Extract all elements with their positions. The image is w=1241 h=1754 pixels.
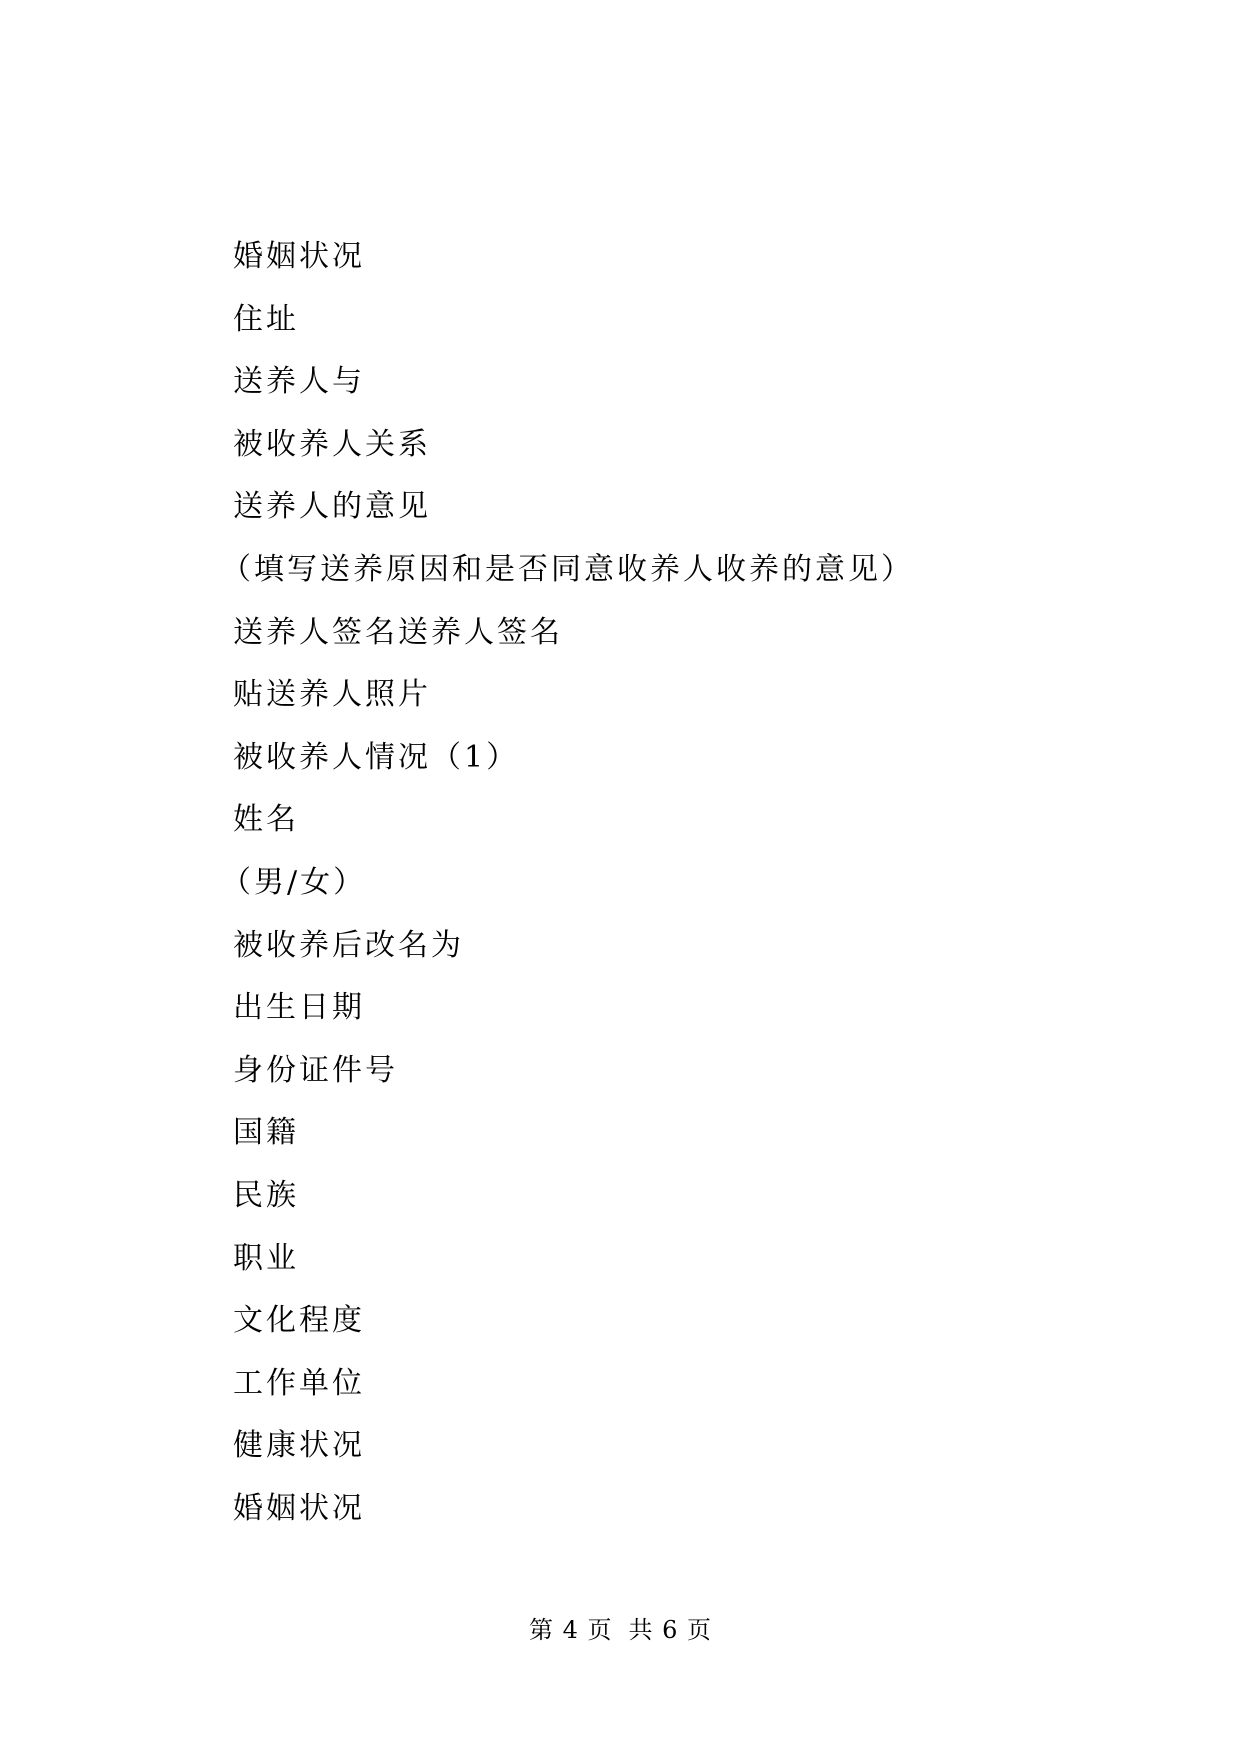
field-label-gender: （男/女） xyxy=(221,864,367,900)
field-label-workplace: 工作单位 xyxy=(233,1365,365,1401)
field-label-placer-signatures: 送养人签名送养人签名 xyxy=(233,614,563,650)
page-footer xyxy=(0,1610,1241,1650)
field-label-ethnicity: 民族 xyxy=(233,1177,299,1213)
field-label-birth-date: 出生日期 xyxy=(233,990,365,1026)
field-label-health: 健康状况 xyxy=(233,1428,365,1464)
field-label-address: 住址 xyxy=(233,301,299,337)
field-label-placer-photo: 贴送养人照片 xyxy=(233,677,431,713)
field-label-relation-part2: 被收养人关系 xyxy=(233,426,431,462)
field-label-education: 文化程度 xyxy=(233,1303,365,1339)
field-label-occupation: 职业 xyxy=(233,1240,299,1276)
field-label-nationality: 国籍 xyxy=(233,1115,299,1151)
page-total: 共 6 页 xyxy=(628,1616,713,1644)
section-heading-adoptee: 被收养人情况（1） xyxy=(233,739,520,775)
field-label-marital-status: 婚姻状况 xyxy=(233,239,365,274)
field-note-opinion-instruction: （填写送养原因和是否同意收养人收养的意见） xyxy=(221,551,914,587)
field-label-name: 姓名 xyxy=(233,802,299,838)
field-label-new-name: 被收养后改名为 xyxy=(233,927,464,963)
field-label-marital-status-2: 婚姻状况 xyxy=(233,1490,365,1526)
page-number: 第 4 页 xyxy=(528,1616,613,1644)
form-field-list xyxy=(221,226,914,1540)
field-label-relation-part1: 送养人与 xyxy=(233,364,365,400)
field-label-id-number: 身份证件号 xyxy=(233,1052,398,1088)
field-label-placer-opinion: 送养人的意见 xyxy=(233,489,431,525)
